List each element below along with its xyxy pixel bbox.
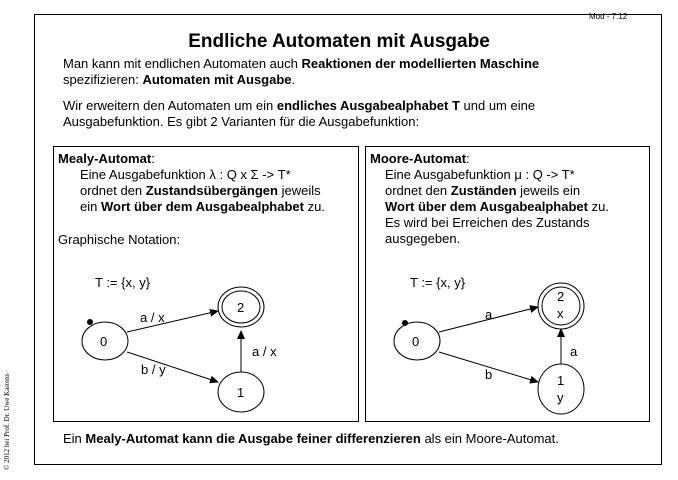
moore-alphabet: T := {x, y} bbox=[410, 275, 466, 290]
mealy-alphabet: T := {x, y} bbox=[95, 275, 151, 290]
copyright-note: © 2012 bei Prof. Dr. Uwe Kastens bbox=[3, 373, 11, 470]
moore-heading: Moore-Automat: bbox=[370, 151, 470, 166]
mealy-edge-label-0-2: a / x bbox=[140, 310, 165, 325]
intro-line-1: Man kann mit endlichen Automaten auch Reaktionen der modellierten Maschine bbox=[63, 56, 540, 71]
slide-title: Endliche Automaten mit Ausgabe bbox=[188, 31, 490, 52]
moore-state-1-label: 1 bbox=[557, 373, 565, 388]
moore-edge-label-0-1: b bbox=[485, 367, 493, 382]
moore-line-5: ausgegeben. bbox=[385, 231, 461, 246]
mealy-diagram bbox=[82, 275, 277, 412]
moore-edge-label-0-2: a bbox=[485, 307, 493, 322]
moore-line-4: Es wird bei Erreichen des Zustands bbox=[385, 215, 590, 230]
mealy-line-3: ein Wort über dem Ausgabealphabet zu. bbox=[80, 199, 325, 214]
extend-line-1: Wir erweitern den Automaten um ein endliches Ausgabealphabet T und um eine bbox=[63, 98, 536, 113]
moore-state-2-label: 2 bbox=[557, 289, 565, 304]
moore-state-2-output: x bbox=[557, 306, 564, 321]
mealy-line-2: ordnet den Zustandsübergängen jeweils bbox=[80, 183, 321, 198]
mealy-state-1-label: 1 bbox=[237, 385, 245, 400]
moore-line-1: Eine Ausgabefunktion μ : Q -> T* bbox=[385, 167, 575, 182]
intro-line-2: spezifizieren: Automaten mit Ausgabe. bbox=[63, 72, 296, 87]
conclusion-line: Ein Mealy-Automat kann die Ausgabe feiner differenzieren als ein Moore-Automat. bbox=[63, 431, 559, 446]
moore-diagram bbox=[394, 275, 584, 414]
mealy-start-marker bbox=[87, 319, 93, 325]
moore-edge-label-1-2: a bbox=[570, 344, 578, 359]
moore-state-1 bbox=[538, 364, 584, 414]
moore-state-0-label: 0 bbox=[412, 334, 420, 349]
mealy-notation-label: Graphische Notation: bbox=[58, 232, 181, 247]
moore-line-3: Wort über dem Ausgabealphabet zu. bbox=[385, 199, 609, 214]
mealy-state-2-label: 2 bbox=[237, 300, 245, 315]
moore-line-2: ordnet den Zuständen jeweils ein bbox=[385, 183, 581, 198]
moore-state-1-output: y bbox=[557, 390, 564, 405]
slide-reference: Mod - 7.12 bbox=[589, 12, 628, 21]
moore-start-marker bbox=[402, 320, 408, 326]
mealy-edge-label-1-2: a / x bbox=[252, 344, 277, 359]
extend-line-2: Ausgabefunktion. Es gibt 2 Varianten für die Ausgabefunktion: bbox=[63, 114, 420, 129]
mealy-line-1: Eine Ausgabefunktion λ : Q x Σ -> T* bbox=[80, 167, 291, 182]
mealy-state-0-label: 0 bbox=[100, 334, 108, 349]
mealy-heading: Mealy-Automat: bbox=[58, 151, 155, 166]
mealy-edge-label-0-1: b / y bbox=[141, 362, 166, 377]
